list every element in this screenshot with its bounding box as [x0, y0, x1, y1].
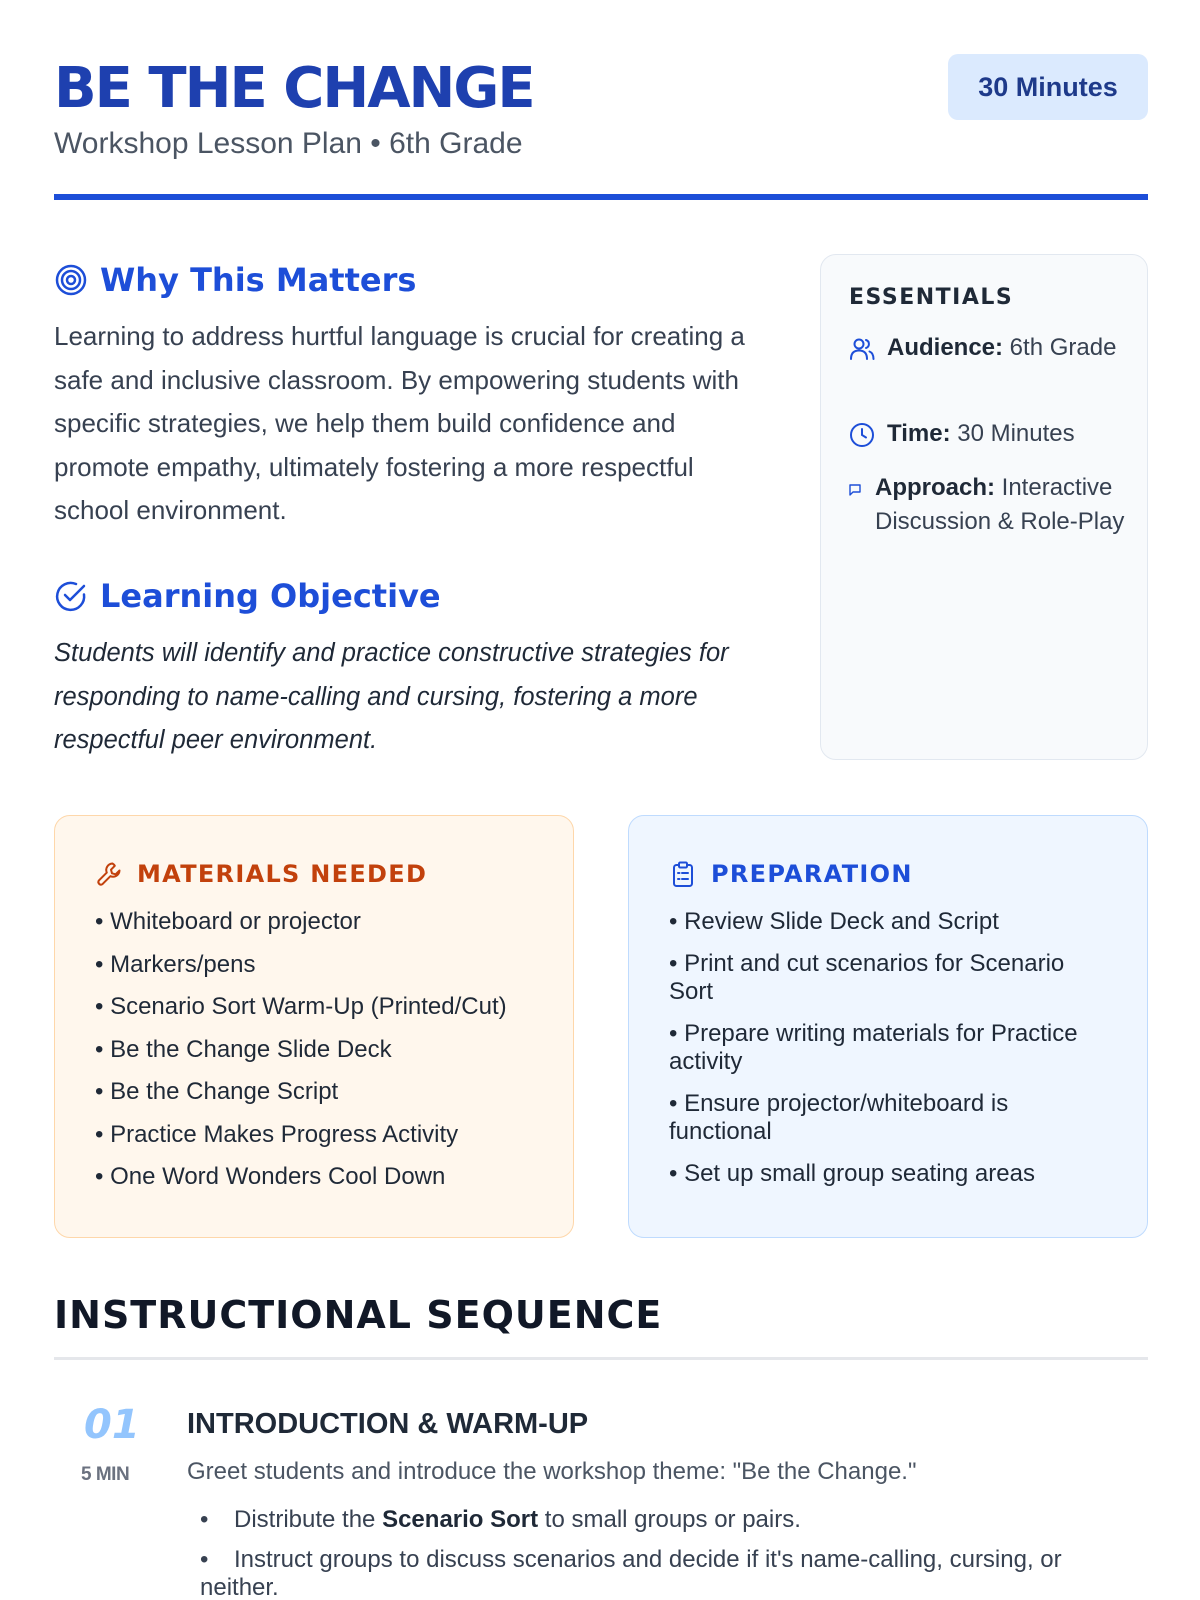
materials-card	[54, 815, 574, 1238]
preparation-item: • Ensure projector/whiteboard is functional	[669, 1090, 1107, 1146]
preparation-list	[669, 908, 1107, 1188]
step-title: INTRODUCTION & WARM-UP	[187, 1408, 589, 1440]
materials-list	[95, 908, 533, 1191]
materials-item: • Markers/pens	[95, 951, 533, 979]
why-body: Learning to address hurtful language is crucial for creating a safe and inclusive classroom. By empowering students with specific strategies, we help them build confidence and promote empathy, ultimately fostering a more respectful school environment.	[54, 321, 745, 525]
essentials-time	[849, 417, 1129, 451]
time-label: Time:	[887, 420, 951, 447]
preparation-item: • Print and cut scenarios for Scenario Sort	[669, 950, 1107, 1006]
preparation-header	[669, 860, 1107, 888]
step-bullet: • Instruct groups to discuss scenarios and decide if it's name-calling, cursing, or neither.	[200, 1546, 1062, 1600]
preparation-card	[628, 815, 1148, 1238]
objective-heading: Learning Objective	[100, 577, 441, 615]
step-bullet-text: Distribute the	[234, 1506, 383, 1533]
materials-title: MATERIALS NEEDED	[137, 860, 428, 888]
materials-item: • Be the Change Script	[95, 1078, 533, 1106]
duration-badge: 30 Minutes	[948, 54, 1148, 120]
time-value: 30 Minutes	[950, 420, 1075, 447]
materials-header	[95, 860, 533, 888]
preparation-item: • Set up small group seating areas	[669, 1160, 1107, 1188]
page-header	[54, 58, 1148, 200]
step-bullet: • Distribute the Scenario Sort to small groups or pairs.	[200, 1506, 801, 1533]
approach-label: Approach:	[875, 474, 995, 501]
step-bullet-text: Instruct groups to discuss scenarios and decide if it's name-calling, cursing, or neither.	[200, 1546, 1062, 1600]
audience-text	[887, 331, 1116, 365]
sequence-divider	[54, 1357, 1148, 1360]
wrench-icon	[95, 860, 123, 888]
objective-section-header	[54, 576, 441, 616]
step-bullets	[200, 1506, 1130, 1600]
essentials-audience	[849, 331, 1129, 365]
preparation-item: • Review Slide Deck and Script	[669, 908, 1107, 936]
materials-item: • One Word Wonders Cool Down	[95, 1163, 533, 1191]
objective-body: Students will identify and practice constructive strategies for responding to name-calling and cursing, fostering a more respectful peer environment.	[54, 639, 729, 754]
step-bullet-text: to small groups or pairs.	[538, 1506, 801, 1533]
audience-label: Audience:	[887, 334, 1004, 361]
audience-value: 6th Grade	[1003, 334, 1117, 361]
step-number: 01	[84, 1402, 140, 1448]
why-section-header	[54, 260, 416, 300]
why-heading: Why This Matters	[100, 261, 417, 299]
essentials-title: ESSENTIALS	[849, 285, 1014, 310]
time-text	[887, 417, 1075, 451]
step-description: Greet students and introduce the workshop theme: "Be the Change."	[187, 1458, 917, 1485]
page-title: BE THE CHANGE	[54, 56, 534, 121]
clipboard-icon	[669, 860, 697, 888]
lesson-plan-page	[54, 0, 1148, 1600]
preparation-title: PREPARATION	[711, 860, 913, 888]
step-bullet-emphasis: Scenario Sort	[382, 1506, 539, 1533]
sequence-title: INSTRUCTIONAL SEQUENCE	[54, 1293, 663, 1337]
essentials-card	[820, 254, 1148, 760]
materials-item: • Be the Change Slide Deck	[95, 1036, 533, 1064]
approach-text	[875, 471, 1129, 539]
approach-value: Interactive Discussion & Role-Play	[875, 474, 1125, 535]
essentials-approach	[849, 471, 1129, 539]
materials-item: • Whiteboard or projector	[95, 908, 533, 936]
materials-item: • Scenario Sort Warm-Up (Printed/Cut)	[95, 993, 533, 1021]
check-circle-icon	[54, 579, 88, 613]
page-subtitle: Workshop Lesson Plan • 6th Grade	[54, 127, 523, 160]
preparation-item: • Prepare writing materials for Practice activity	[669, 1020, 1107, 1076]
clock-icon	[849, 422, 875, 448]
header-divider	[54, 194, 1148, 200]
materials-item: • Practice Makes Progress Activity	[95, 1121, 533, 1149]
chat-icon	[849, 484, 861, 496]
step-duration: 5 MIN	[81, 1464, 130, 1485]
users-icon	[849, 336, 875, 362]
target-icon	[54, 263, 88, 297]
